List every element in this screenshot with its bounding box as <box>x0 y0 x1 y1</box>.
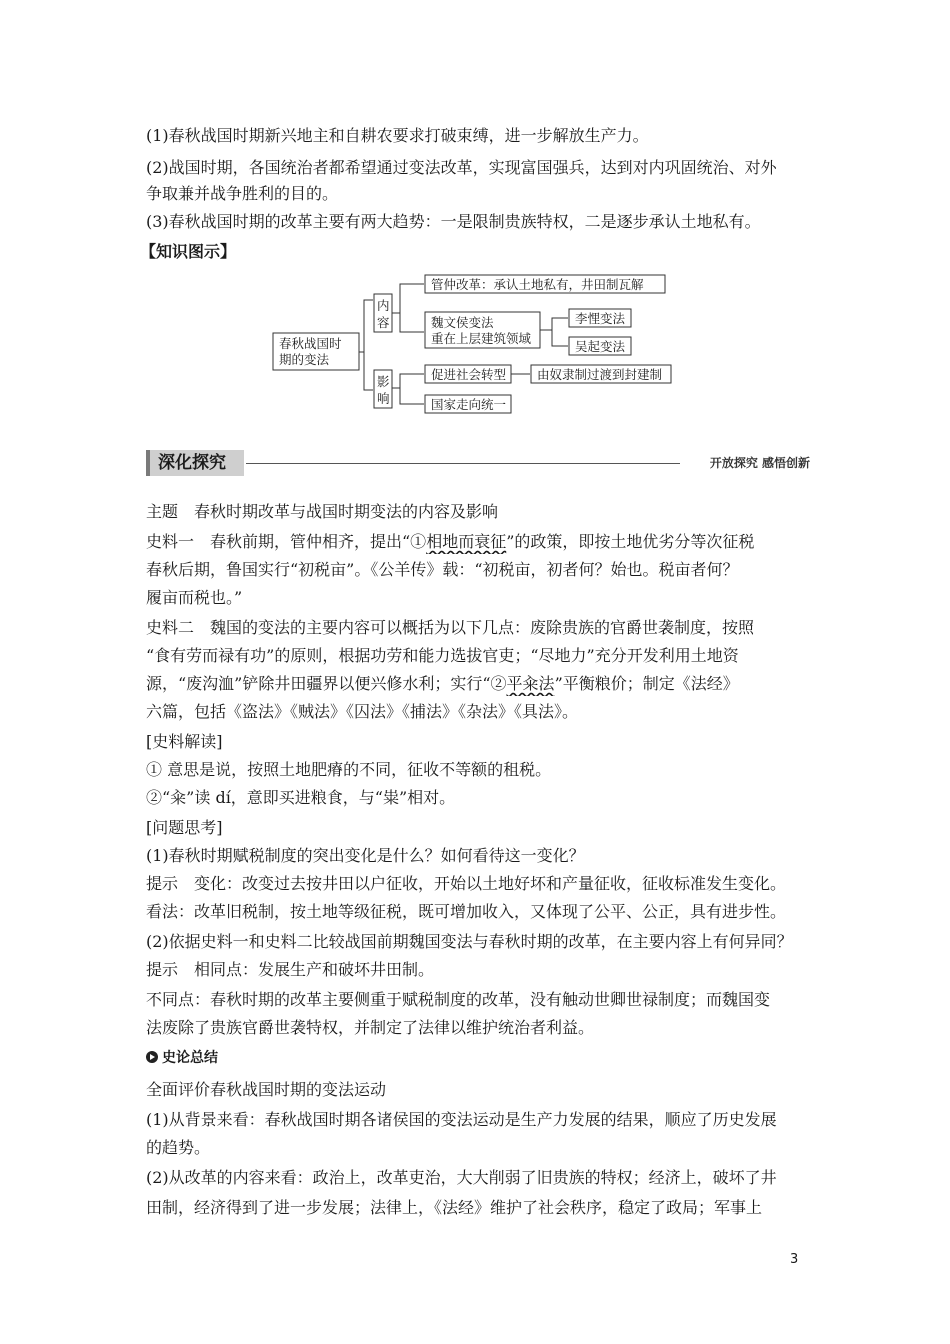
evaluation-2-line2: 田制，经济得到了进一步发展；法律上，《法经》维护了社会秩序，稳定了政局；军事上 <box>146 1198 763 1217</box>
answer-1-line1: 提示 变化：改变过去按井田以户征收，开始以土地好坏和产量征收，征收标准发生变化。 <box>146 874 787 893</box>
evaluation-2-line1: (2)从改革的内容来看：政治上，改革吏治，大大削弱了旧贵族的特权；经济上，破坏了井 <box>146 1168 777 1187</box>
source1-post: ”的政策，即按土地优劣分等次征税 <box>506 532 755 551</box>
li-kui-text: 李悝变法 <box>575 311 626 326</box>
impact-label-2: 响 <box>377 391 390 406</box>
source2-line2: “食有劳而禄有功”的原则，根据功劳和能力选拔官吏；“尽地力”充分开发利用土地资 <box>146 646 739 665</box>
page-number: 3 <box>790 1252 799 1267</box>
content-label-2: 容 <box>377 315 390 330</box>
interpretation-heading: [史料解读] <box>146 732 223 751</box>
source2-line4: 六篇，包括《盗法》《贼法》《囚法》《捕法》《杂法》《具法》。 <box>146 702 579 721</box>
wu-qi-text: 吴起变法 <box>575 339 626 354</box>
intro-paragraph-3: (3)春秋战国时期的改革主要有两大趋势：一是限制贵族特权，二是逐步承认土地私有。 <box>146 212 761 231</box>
knowledge-diagram <box>0 0 950 430</box>
summary-heading-text: 史论总结 <box>162 1050 218 1066</box>
source2-line1: 史料二 魏国的变法的主要内容可以概括为以下几点：废除贵族的官爵世袭制度，按照 <box>146 618 755 637</box>
impact-label-1: 影 <box>377 374 390 389</box>
source2-term: 平籴法 <box>506 674 555 693</box>
section-rule <box>246 463 680 464</box>
answer-2-line2: 不同点：春秋时期的改革主要侧重于赋税制度的改革，没有触动世卿世禄制度；而魏国变 <box>146 990 771 1009</box>
source1-term: 相地而衰征 <box>426 532 507 551</box>
section-title: 深化探究 <box>146 450 244 476</box>
knowledge-heading: 【知识图示】 <box>140 242 237 261</box>
source2-pre: 源，“废沟洫”铲除井田疆界以便兴修水利；实行“② <box>146 674 507 693</box>
interpretation-2: ②“籴”读 dí，意即买进粮食，与“粜”相对。 <box>146 788 456 807</box>
slavery-text: 由奴隶制过渡到封建制 <box>537 367 663 382</box>
summary-heading <box>146 1046 810 1070</box>
evaluation-1-line2: 的趋势。 <box>146 1138 211 1157</box>
source1-pre: 史料一 春秋前期，管仲相齐，提出“① <box>146 532 427 551</box>
answer-2-line1: 提示 相同点：发展生产和破坏井田制。 <box>146 960 435 979</box>
content-label-1: 内 <box>377 298 390 313</box>
source1-line1 <box>146 530 810 554</box>
guan-zhong-text: 管仲改革：承认土地私有，井田制瓦解 <box>431 277 644 292</box>
source2-post: ”平衡粮价；制定《法经》 <box>554 674 739 693</box>
source1-line2: 春秋后期，鲁国实行“初税亩”。《公羊传》载：“初税亩，初者何？始也。税亩者何？ <box>146 560 739 579</box>
interpretation-1: ① 意思是说，按照土地肥瘠的不同，征收不等额的租税。 <box>146 760 552 779</box>
source1-line3: 履亩而税也。” <box>146 588 243 607</box>
topic-line: 主题 春秋时期改革与战国时期变法的内容及影响 <box>146 502 499 521</box>
question-2: (2)依据史料一和史料二比较战国前期魏国变法与春秋时期的改革，在主要内容上有何异同？ <box>146 932 793 951</box>
evaluation-1-line1: (1)从背景来看：春秋战国时期各诸侯国的变法运动是生产力发展的结果，顺应了历史发展 <box>146 1110 777 1129</box>
question-heading: [问题思考] <box>146 818 223 837</box>
root-text-1: 春秋战国时 <box>279 336 342 351</box>
unify-text: 国家走向统一 <box>431 397 507 412</box>
wei-text-1: 魏文侯变法 <box>431 315 494 330</box>
question-1: (1)春秋时期赋税制度的突出变化是什么？如何看待这一变化？ <box>146 846 585 865</box>
intro-paragraph-2: (2)战国时期，各国统治者都希望通过变法改革，实现富国强兵，达到对内巩固统治、对外 <box>146 158 777 177</box>
intro-paragraph-2-cont: 争取兼并战争胜利的目的。 <box>146 184 339 203</box>
evaluation-title: 全面评价春秋战国时期的变法运动 <box>146 1080 387 1099</box>
intro-paragraph-1: (1)春秋战国时期新兴地主和自耕农要求打破束缚，进一步解放生产力。 <box>146 126 649 145</box>
answer-2-line3: 法废除了贵族官爵世袭特权，并制定了法律以维护统治者利益。 <box>146 1018 595 1037</box>
transform-text: 促进社会转型 <box>431 367 507 382</box>
section-banner <box>146 450 810 476</box>
answer-1-line2: 看法：改革旧税制，按土地等级征税，既可增加收入，又体现了公平、公正，具有进步性。 <box>146 902 787 921</box>
source2-line3 <box>146 672 810 696</box>
play-icon <box>146 1051 158 1063</box>
wei-text-2: 重在上层建筑领域 <box>431 331 532 346</box>
root-text-2: 期的变法 <box>279 352 330 367</box>
section-subtitle: 开放探究 感悟创新 <box>709 456 810 470</box>
